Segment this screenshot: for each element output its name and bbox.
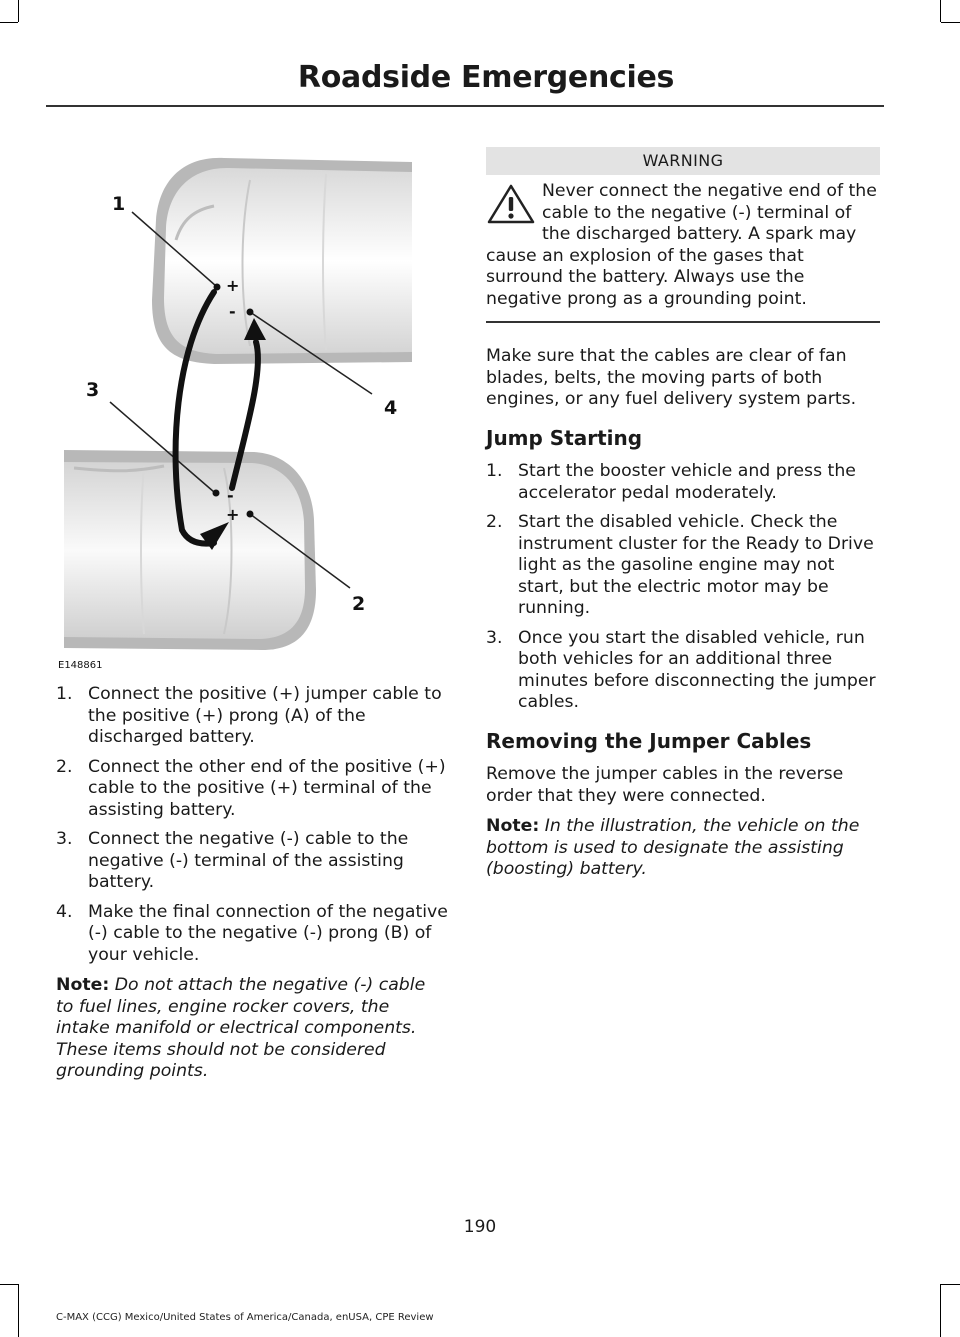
page-title: Roadside Emergencies (297, 60, 675, 95)
minus-sign-upper: - (229, 302, 236, 321)
step-text: Once you start the disabled vehicle, run both vehicles for an additional three minutes before disconnecting the jumper cables. (518, 627, 876, 712)
step-number: 2. (486, 512, 503, 532)
warning-triangle-icon (486, 183, 536, 225)
callout-4: 4 (384, 397, 398, 419)
jump-starting-heading: Jump Starting (486, 425, 643, 450)
grounding-note (56, 975, 448, 1083)
step-number: 4. (56, 901, 73, 922)
note-text: Do not attach the negative (-) cable to fuel lines, engine rocker covers, the intake manifold or electrical components. These items should not be considered grounding points. (56, 975, 426, 1081)
callout-3: 3 (86, 379, 100, 401)
note-label: Note: (56, 975, 110, 995)
note-text: In the illustration, the vehicle on the bottom is used to designate the assisting (boosting) battery. (486, 816, 860, 879)
warning-box (486, 181, 880, 323)
callout-2: 2 (352, 593, 366, 615)
connection-steps (56, 684, 448, 966)
left-column (56, 684, 448, 1083)
crop-mark (941, 1284, 960, 1285)
list-item (56, 684, 448, 749)
list-item (56, 829, 448, 894)
document-footer: C-MAX (CCG) Mexico/United States of America/Canada, enUSA, CPE Review (56, 1312, 434, 1323)
crop-mark (940, 1284, 941, 1337)
step-text: Connect the negative (-) cable to the negative (-) terminal of the assisting battery. (88, 829, 409, 892)
crop-mark (0, 22, 18, 23)
jump-start-steps (486, 461, 880, 714)
warning-divider (486, 321, 880, 323)
page-number: 190 (463, 1217, 497, 1237)
note-label: Note: (486, 816, 540, 836)
list-item (486, 512, 880, 620)
callout-1: 1 (112, 193, 126, 215)
step-text: Connect the positive (+) jumper cable to the positive (+) prong (A) of the discharged battery. (88, 684, 442, 747)
lower-vehicle (64, 450, 316, 650)
minus-sign-lower: - (227, 486, 234, 505)
warning-heading: WARNING (486, 147, 880, 175)
illustration-note (486, 816, 880, 881)
step-number: 3. (56, 829, 73, 849)
list-item (56, 902, 448, 967)
crop-mark (0, 1284, 18, 1285)
remove-cables-text: Remove the jumper cables in the reverse order that they were connected. (486, 764, 844, 806)
step-text: Connect the other end of the positive (+) cable to the positive (+) terminal of the assisting battery. (88, 756, 446, 820)
step-number: 2. (56, 756, 73, 777)
crop-mark (941, 22, 960, 23)
plus-sign-upper: + (226, 276, 240, 295)
crop-mark (940, 0, 941, 22)
cables-clear-text: Make sure that the cables are clear of fan blades, belts, the moving parts of both engines, or any fuel delivery system parts. (486, 346, 857, 409)
list-item (486, 628, 880, 714)
list-item (56, 757, 448, 822)
figure-id: E148861 (58, 660, 103, 671)
step-text: Start the disabled vehicle. Check the instrument cluster for the Ready to Drive light as the gasoline engine may not start, but the electric motor may be running. (518, 512, 874, 618)
removing-cables-heading: Removing the Jumper Cables (486, 728, 812, 753)
step-number: 1. (486, 461, 503, 481)
right-column (486, 147, 880, 881)
step-text: Make the final connection of the negative (-) cable to the negative (-) prong (B) of your vehicle. (88, 901, 448, 965)
crop-mark (18, 1284, 19, 1337)
warning-text: Never connect the negative end of the cable to the negative (-) terminal of the discharged battery. A spark may cause an explosion of the gases that surround the battery. Always use the negative prong as a grounding point. (486, 181, 877, 309)
vehicle-diagram (58, 150, 412, 672)
crop-mark (18, 0, 19, 22)
list-item (486, 461, 880, 504)
step-text: Start the booster vehicle and press the accelerator pedal moderately. (518, 461, 856, 503)
step-number: 3. (486, 627, 503, 648)
jump-start-illustration (58, 150, 412, 672)
step-number: 1. (56, 684, 73, 704)
plus-sign-lower: + (226, 505, 240, 524)
header-divider (46, 105, 884, 107)
